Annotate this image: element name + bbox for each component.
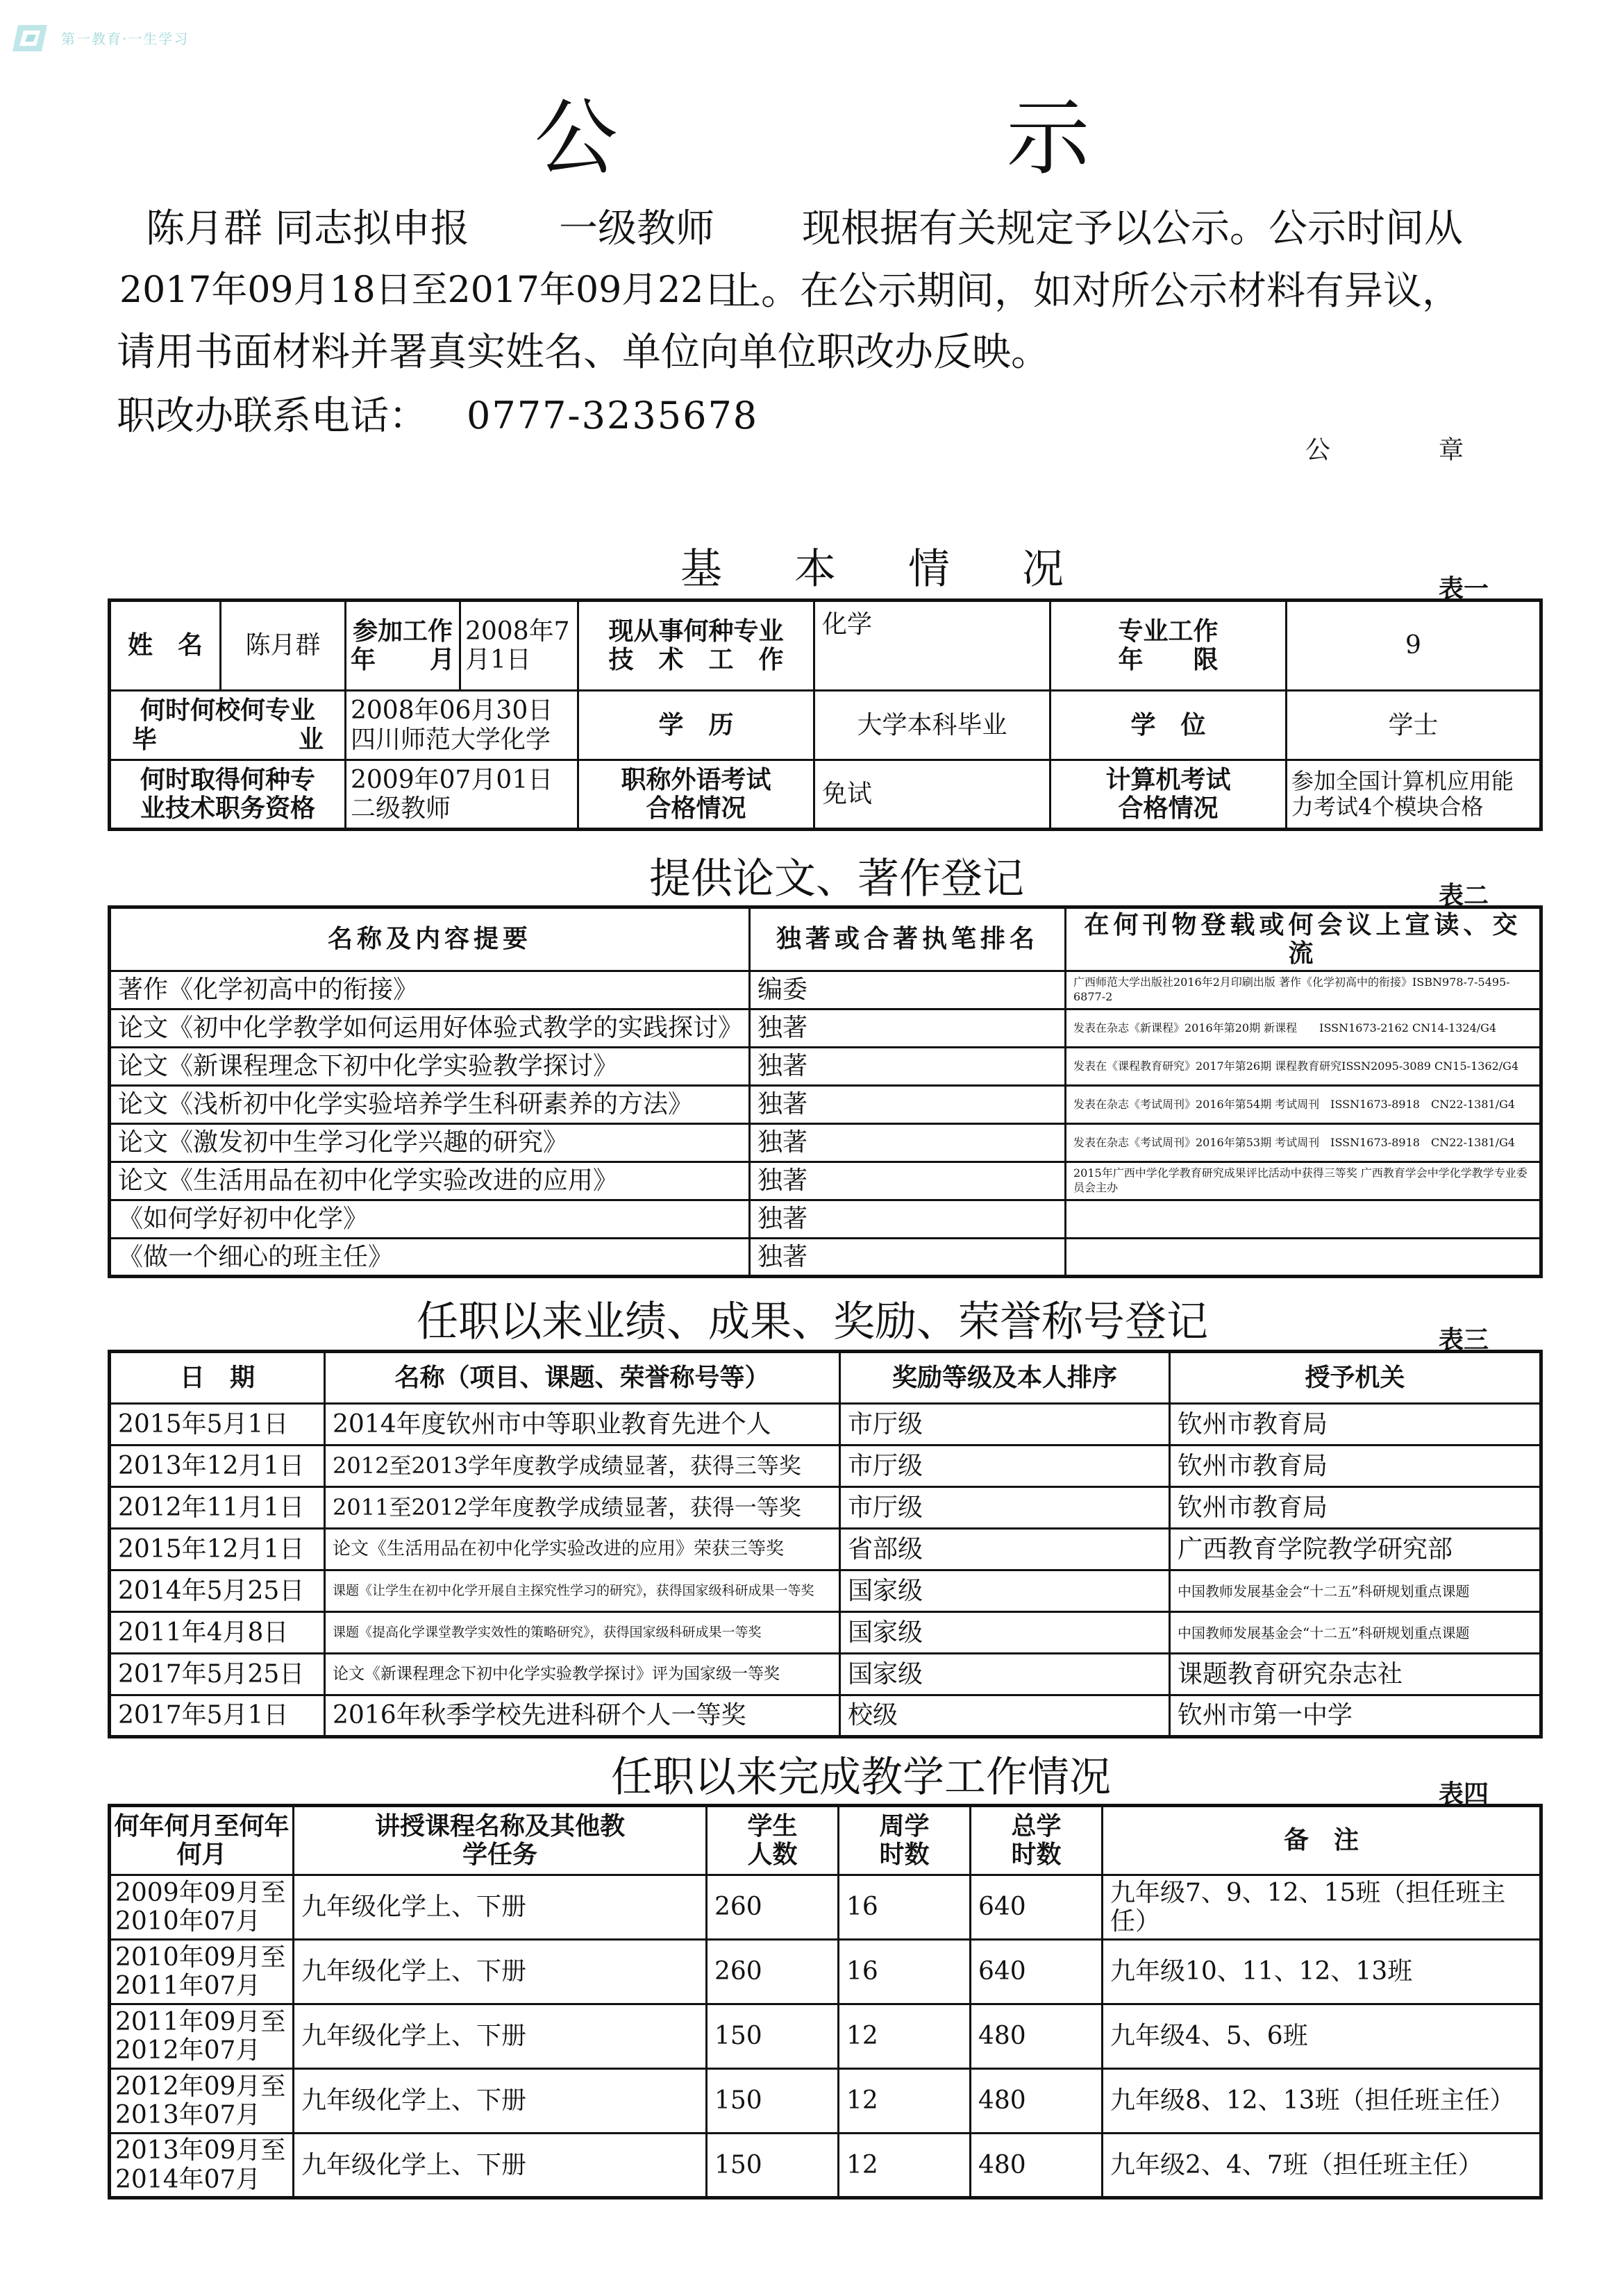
paper-rank: 独著 <box>750 1009 1066 1048</box>
table-row <box>110 1048 1541 1086</box>
award-name: 2014年度钦州市中等职业教育先进个人 <box>325 1404 840 1446</box>
award-name: 论文《新课程理念下初中化学实验教学探讨》评为国家级一等奖 <box>325 1654 840 1695</box>
paper-rank: 独著 <box>750 1124 1066 1162</box>
table-number-4: 表四 <box>1439 1780 1489 1809</box>
paper-name: 论文《新课程理念下初中化学实验教学探讨》 <box>110 1048 750 1086</box>
paper-rank: 独著 <box>750 1048 1066 1086</box>
award-org: 广西教育学院教学研究部 <box>1170 1529 1541 1570</box>
table-row <box>110 1162 1541 1200</box>
computer-exam-value: 参加全国计算机应用能力考试4个模块合格 <box>1287 760 1541 830</box>
teaching-students: 260 <box>707 1875 839 1940</box>
papers-header-name: 名称及内容提要 <box>110 907 750 971</box>
paper-name: 著作《化学初高中的衔接》 <box>110 971 750 1009</box>
papers-header-rank: 独著或合著执笔排名 <box>750 907 1066 971</box>
paper-name: 论文《生活用品在初中化学实验改进的应用》 <box>110 1162 750 1200</box>
paper-publication <box>1066 1200 1541 1239</box>
teaching-total-hours: 640 <box>971 1875 1103 1940</box>
award-level: 国家级 <box>840 1612 1170 1654</box>
award-name: 2016年秋季学校先进科研个人一等奖 <box>325 1695 840 1737</box>
graduation-value: 2008年06月30日四川师范大学化学 <box>346 691 578 760</box>
name-label: 姓 名 <box>110 601 221 691</box>
teaching-weekly-hours: 12 <box>839 2134 971 2198</box>
paper-rank: 独著 <box>750 1086 1066 1124</box>
award-level: 市厅级 <box>840 1446 1170 1487</box>
paper-publication: 广西师范大学出版社2016年2月印刷出版 著作《化学初高中的衔接》ISBN978-7-5495-6877-2 <box>1066 971 1541 1009</box>
candidate-name: 陈月群 <box>146 206 262 251</box>
name-value: 陈月群 <box>221 601 346 691</box>
teaching-weekly-hours: 16 <box>839 1940 971 2004</box>
teaching-period: 2012年09月至2013年07月 <box>110 2069 294 2134</box>
applied-rank: 一级教师 <box>559 206 714 251</box>
paper-rank: 独著 <box>750 1200 1066 1239</box>
paper-name: 论文《浅析初中化学实验培养学生科研素养的方法》 <box>110 1086 750 1124</box>
paper-name: 《做一个细心的班主任》 <box>110 1239 750 1277</box>
award-date: 2015年5月1日 <box>110 1404 325 1446</box>
awards-header-level: 奖励等级及本人排序 <box>840 1352 1170 1404</box>
teaching-table <box>108 1804 1543 2199</box>
table-row <box>110 1446 1541 1487</box>
teaching-header-students: 学生人数 <box>707 1806 839 1875</box>
award-org: 钦州市教育局 <box>1170 1446 1541 1487</box>
teaching-course: 九年级化学上、下册 <box>294 2069 707 2134</box>
current-job-label: 现从事何种专业 技 术 工 作 <box>578 601 814 691</box>
logo-text: 第一教育·一生学习 <box>61 31 190 47</box>
education-label: 学 历 <box>578 691 814 760</box>
paper-name: 《如何学好初中化学》 <box>110 1200 750 1239</box>
teaching-total-hours: 480 <box>971 2004 1103 2069</box>
teaching-total-hours: 640 <box>971 1940 1103 2004</box>
official-seal-label: 公 章 <box>1305 436 1506 464</box>
papers-table <box>108 905 1543 1278</box>
language-exam-label: 职称外语考试 合格情况 <box>578 760 814 830</box>
table-row <box>110 1529 1541 1570</box>
teaching-header-course: 讲授课程名称及其他教学任务 <box>294 1806 707 1875</box>
award-date: 2017年5月25日 <box>110 1654 325 1695</box>
table-row <box>110 1612 1541 1654</box>
awards-header-name: 名称（项目、课题、荣誉称号等） <box>325 1352 840 1404</box>
papers-header-publication: 在何刊物登载或何会议上宣读、交流 <box>1066 907 1541 971</box>
notice-line-1: 陈月群 同志拟申报 <box>146 206 469 251</box>
paper-name: 论文《激发初中生学习化学兴趣的研究》 <box>110 1124 750 1162</box>
award-level: 市厅级 <box>840 1404 1170 1446</box>
teaching-total-hours: 480 <box>971 2069 1103 2134</box>
section-title-basic: 基 本 情 况 <box>680 545 1079 594</box>
table-row <box>110 1124 1541 1162</box>
page-title: 公 示 <box>534 90 1243 187</box>
teaching-header-period: 何年何月至何年何月 <box>110 1806 294 1875</box>
education-value: 大学本科毕业 <box>814 691 1050 760</box>
awards-header-date: 日 期 <box>110 1352 325 1404</box>
teaching-header-weekly: 周学时数 <box>839 1806 971 1875</box>
table-row <box>110 971 1541 1009</box>
teaching-course: 九年级化学上、下册 <box>294 2134 707 2198</box>
work-start-value: 2008年7月1日 <box>460 601 578 691</box>
table-number-2: 表二 <box>1439 882 1489 910</box>
paper-rank: 独著 <box>750 1162 1066 1200</box>
teaching-weekly-hours: 12 <box>839 2004 971 2069</box>
award-level: 校级 <box>840 1695 1170 1737</box>
section-title-teaching: 任职以来完成教学工作情况 <box>611 1753 1111 1802</box>
table-row <box>110 2134 1541 2198</box>
paper-publication <box>1066 1239 1541 1277</box>
notice-line-3: 请用书面材料并署真实姓名、单位向单位职改办反映。 <box>117 330 1050 375</box>
notice-period: 2017年09月18日至2017年09月22日 <box>119 269 740 311</box>
logo-icon <box>12 21 53 56</box>
award-org: 钦州市第一中学 <box>1170 1695 1541 1737</box>
paper-rank: 独著 <box>750 1239 1066 1277</box>
award-level: 国家级 <box>840 1570 1170 1612</box>
site-logo <box>12 21 190 56</box>
table-row <box>110 1940 1541 2004</box>
section-title-awards: 任职以来业绩、成果、奖励、荣誉称号登记 <box>417 1298 1208 1346</box>
basic-info-table <box>108 598 1543 831</box>
table-row <box>110 2069 1541 2134</box>
award-org: 中国教师发展基金会“十二五”科研规划重点课题 <box>1170 1570 1541 1612</box>
teaching-students: 260 <box>707 1940 839 2004</box>
paper-publication: 发表在杂志《考试周刊》2016年第53期 考试周刊 ISSN1673-8918 CN22-1381/G4 <box>1066 1124 1541 1162</box>
degree-value: 学士 <box>1287 691 1541 760</box>
teaching-note: 九年级2、4、7班（担任班主任） <box>1103 2134 1541 2198</box>
paper-publication: 2015年广西中学化学教育研究成果评比活动中获得三等奖 广西教育学会中学化学教学专业委员会主办 <box>1066 1162 1541 1200</box>
award-name: 2011至2012学年度教学成绩显著，获得一等奖 <box>325 1487 840 1529</box>
paper-name: 论文《初中化学教学如何运用好体验式教学的实践探讨》 <box>110 1009 750 1048</box>
teaching-students: 150 <box>707 2069 839 2134</box>
paper-publication: 发表在杂志《考试周刊》2016年第54期 考试周刊 ISSN1673-8918 CN22-1381/G4 <box>1066 1086 1541 1124</box>
notice-line-2b: 止。在公示期间，如对所公示材料有异议， <box>722 269 1461 314</box>
table-row <box>110 1487 1541 1529</box>
graduation-label: 何时何校何专业 毕 业 <box>110 691 346 760</box>
table-row <box>110 1654 1541 1695</box>
section-title-papers: 提供论文、著作登记 <box>649 855 1024 903</box>
awards-table <box>108 1350 1543 1738</box>
teaching-note: 九年级8、12、13班（担任班主任） <box>1103 2069 1541 2134</box>
award-org: 钦州市教育局 <box>1170 1487 1541 1529</box>
teaching-header-note: 备 注 <box>1103 1806 1541 1875</box>
award-name: 2012至2013学年度教学成绩显著，获得三等奖 <box>325 1446 840 1487</box>
award-level: 市厅级 <box>840 1487 1170 1529</box>
award-date: 2011年4月8日 <box>110 1612 325 1654</box>
degree-label: 学 位 <box>1050 691 1287 760</box>
teaching-students: 150 <box>707 2004 839 2069</box>
teaching-weekly-hours: 16 <box>839 1875 971 1940</box>
teaching-course: 九年级化学上、下册 <box>294 1940 707 2004</box>
phone-number: 0777-3235678 <box>467 394 759 437</box>
table-row <box>110 1009 1541 1048</box>
teaching-course: 九年级化学上、下册 <box>294 2004 707 2069</box>
teaching-weekly-hours: 12 <box>839 2069 971 2134</box>
award-date: 2014年5月25日 <box>110 1570 325 1612</box>
award-date: 2012年11月1日 <box>110 1487 325 1529</box>
table-row <box>110 1086 1541 1124</box>
years-label: 专业工作 年 限 <box>1050 601 1287 691</box>
title-qualification-label: 何时取得何种专 业技术职务资格 <box>110 760 346 830</box>
awards-header-org: 授予机关 <box>1170 1352 1541 1404</box>
paper-rank: 编委 <box>750 971 1066 1009</box>
table-row <box>110 1695 1541 1737</box>
teaching-total-hours: 480 <box>971 2134 1103 2198</box>
teaching-header-total: 总学时数 <box>971 1806 1103 1875</box>
table-row <box>110 1200 1541 1239</box>
computer-exam-label: 计算机考试 合格情况 <box>1050 760 1287 830</box>
paper-publication: 发表在杂志《新课程》2016年第20期 新课程 ISSN1673-2162 CN14-1324/G4 <box>1066 1009 1541 1048</box>
award-org: 中国教师发展基金会“十二五”科研规划重点课题 <box>1170 1612 1541 1654</box>
award-name: 论文《生活用品在初中化学实验改进的应用》荣获三等奖 <box>325 1529 840 1570</box>
phone-label: 职改办联系电话： <box>117 394 428 439</box>
table-number-1: 表一 <box>1439 575 1489 603</box>
table-row <box>110 1570 1541 1612</box>
table-row <box>110 1875 1541 1940</box>
years-value: 9 <box>1287 601 1541 691</box>
notice-line-1b: 现根据有关规定予以公示。公示时间从 <box>802 206 1463 251</box>
table-row <box>110 1404 1541 1446</box>
teaching-period: 2011年09月至2012年07月 <box>110 2004 294 2069</box>
teaching-course: 九年级化学上、下册 <box>294 1875 707 1940</box>
award-org: 课题教育研究杂志社 <box>1170 1654 1541 1695</box>
teaching-note: 九年级4、5、6班 <box>1103 2004 1541 2069</box>
award-org: 钦州市教育局 <box>1170 1404 1541 1446</box>
award-level: 国家级 <box>840 1654 1170 1695</box>
paper-publication: 发表在《课程教育研究》2017年第26期 课程教育研究ISSN2095-3089 CN15-1362/G4 <box>1066 1048 1541 1086</box>
teaching-period: 2013年09月至2014年07月 <box>110 2134 294 2198</box>
table-number-3: 表三 <box>1439 1326 1489 1355</box>
teaching-period: 2010年09月至2011年07月 <box>110 1940 294 2004</box>
award-date: 2015年12月1日 <box>110 1529 325 1570</box>
teaching-period: 2009年09月至2010年07月 <box>110 1875 294 1940</box>
work-start-label: 参加工作 年 月 <box>346 601 460 691</box>
teaching-note: 九年级7、9、12、15班（担任班主任） <box>1103 1875 1541 1940</box>
award-date: 2013年12月1日 <box>110 1446 325 1487</box>
table-row <box>110 2004 1541 2069</box>
teaching-note: 九年级10、11、12、13班 <box>1103 1940 1541 2004</box>
current-job-value: 化学 <box>814 601 1050 691</box>
language-exam-value: 免试 <box>814 760 1050 830</box>
award-level: 省部级 <box>840 1529 1170 1570</box>
award-name: 课题《让学生在初中化学开展自主探究性学习的研究》，获得国家级科研成果一等奖 <box>325 1570 840 1612</box>
award-name: 课题《提高化学课堂教学实效性的策略研究》，获得国家级科研成果一等奖 <box>325 1612 840 1654</box>
table-row <box>110 1239 1541 1277</box>
title-qualification-value: 2009年07月01日二级教师 <box>346 760 578 830</box>
teaching-students: 150 <box>707 2134 839 2198</box>
award-date: 2017年5月1日 <box>110 1695 325 1737</box>
